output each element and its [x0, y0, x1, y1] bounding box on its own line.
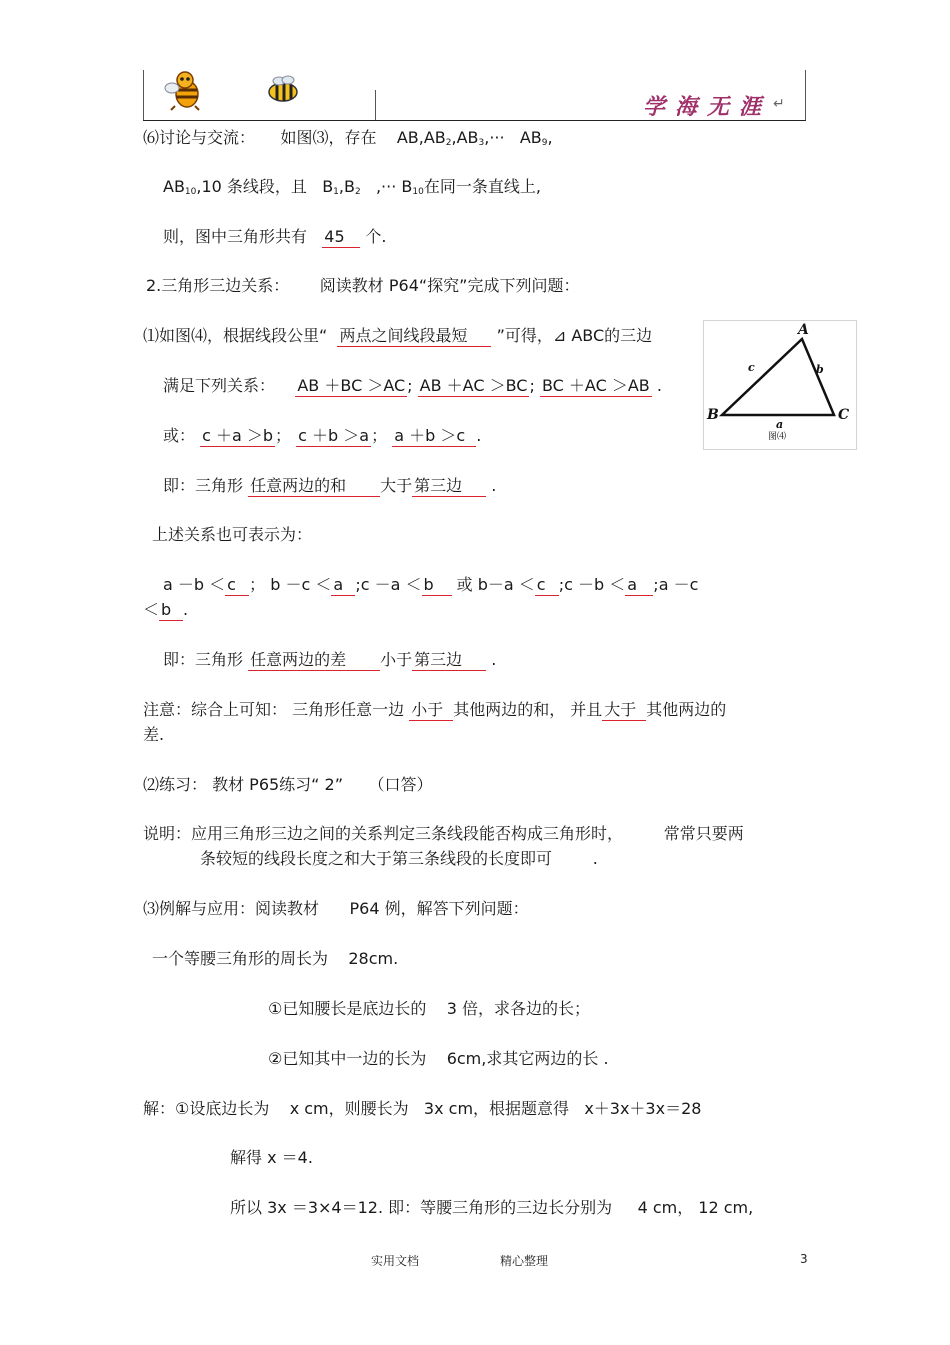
- answer-diff-3: b: [422, 575, 452, 596]
- return-mark: ↵: [773, 96, 785, 112]
- figure-caption: 图⑷: [768, 432, 787, 442]
- line-difference-rule: 即：三角形 任意两边的差 小于 第三边 .: [163, 650, 497, 669]
- line-difference-relations: a －b ＜ c ； b －c ＜ a ;c －a ＜ b 或 b－a ＜ c ;c －b ＜ a ;a －c: [163, 575, 699, 594]
- answer-diff-6: b: [159, 600, 183, 621]
- answer-difference: 任意两边的差: [248, 650, 380, 671]
- answer-letter-2: c ＋b ＞a: [298, 426, 370, 445]
- answer-third-side-2: 第三边: [412, 650, 486, 671]
- line-sum-rule: 即：三角形 任意两边的和 大于 第三边 .: [163, 476, 497, 495]
- line-practice: ⑵练习： 教材 P65练习“ 2” （口答）: [143, 775, 433, 794]
- line-note-cont: 差.: [143, 725, 165, 744]
- line-example-intro: ⑶例解与应用：阅读教材 P64 例，解答下列问题：: [143, 899, 529, 918]
- section-2-heading: 2.三角形三边关系： 阅读教材 P64“探究”完成下列问题：: [146, 276, 580, 295]
- side-b-label: b: [816, 363, 824, 376]
- line-explanation-cont: 条较短的线段长度之和大于第三条线段的长度即可 .: [200, 849, 598, 868]
- header-left-rule: [143, 70, 144, 120]
- answer-greater-than: 大于: [602, 700, 646, 721]
- answer-rel-3: BC ＋AC ＞AB: [541, 376, 650, 395]
- line-solution-3: 所以 3x ＝3×4＝12. 即：等腰三角形的三边长分别为 4 cm， 12 cm,: [230, 1198, 754, 1217]
- line-solution-1: 解：①设底边长为 x cm，则腰长为 3x cm，根据题意得 x＋3x＋3x＝28: [143, 1099, 702, 1118]
- line-question-2: ②已知其中一边的长为 6cm,求其它两边的长 .: [268, 1049, 609, 1068]
- answer-sum: 任意两边的和: [248, 476, 380, 497]
- header-right-rule: [805, 70, 806, 120]
- triangle-figure: [703, 320, 857, 450]
- answer-letter-1: c ＋a ＞b: [202, 426, 274, 445]
- line-solution-2: 解得 x ＝4.: [230, 1148, 313, 1167]
- header-title: 学海无涯: [643, 94, 772, 120]
- vertex-a-label: A: [798, 322, 809, 338]
- line-note: 注意：综合上可知： 三角形任意一边 小于 其他两边的和， 并且 大于 其他两边的: [143, 700, 727, 719]
- footer-mid: 精心整理: [500, 1254, 549, 1268]
- answer-45: 45: [322, 227, 360, 248]
- line-explanation: 说明：应用三角形三边之间的关系判定三条线段能否构成三角形时， 常常只要两: [143, 824, 744, 843]
- line-discussion: ⑹讨论与交流： 如图⑶，存在 $AB,AB_2,AB_3,\cdot\cdot\cdot$ $AB_9$,: [143, 128, 553, 148]
- header-mid-rule: [375, 90, 376, 120]
- answer-less-than: 小于: [409, 700, 453, 721]
- triangle-diagram: [704, 321, 856, 449]
- answer-third-side-1: 第三边: [412, 476, 486, 497]
- answer-axiom: 两点之间线段最短: [337, 326, 491, 347]
- answer-rel-2: AB ＋AC ＞BC: [419, 376, 528, 395]
- line-axiom: ⑴如图⑷，根据线段公里“ 两点之间线段最短 ”可得，⊿ ABC的三边: [143, 326, 653, 345]
- side-a-label: a: [776, 418, 784, 431]
- line-relations: 满足下列关系： AB ＋BC ＞AC ; AB ＋AC ＞BC ; BC ＋AC ＞AB .: [163, 376, 662, 395]
- answer-rel-1: AB ＋BC ＞AC: [297, 376, 406, 395]
- footer-left: 实用文档: [371, 1254, 420, 1268]
- bee-icon: [263, 74, 303, 106]
- vertex-c-label: C: [838, 407, 850, 423]
- bee-mascot-icon: [163, 68, 207, 112]
- line-triangle-count: 则，图中三角形共有 45 个.: [163, 227, 387, 246]
- line-difference-cont: ＜ b .: [143, 600, 189, 619]
- line-also-expressed: 上述关系也可表示为：: [152, 525, 313, 544]
- side-c-label: c: [748, 361, 755, 374]
- line-perimeter: 一个等腰三角形的周长为 28cm.: [152, 949, 399, 968]
- answer-diff-5: a: [625, 575, 653, 596]
- line-question-1: ①已知腰长是底边长的 3 倍，求各边的长；: [268, 999, 590, 1018]
- line-relations-letters: 或： c ＋a ＞b ； c ＋b ＞a ； a ＋b ＞c .: [163, 426, 482, 445]
- page-number: 3: [800, 1252, 808, 1266]
- line-segments: $AB_{10},10$ 条线段，且 $B_1,B_2$ ,··· $B_{10}$在同一条直线上,: [163, 177, 541, 197]
- answer-diff-2: a: [331, 575, 355, 596]
- answer-diff-4: c: [535, 575, 559, 596]
- answer-letter-3: a ＋b ＞c: [392, 426, 476, 447]
- answer-diff-1: c: [225, 575, 249, 596]
- vertex-b-label: B: [707, 407, 719, 423]
